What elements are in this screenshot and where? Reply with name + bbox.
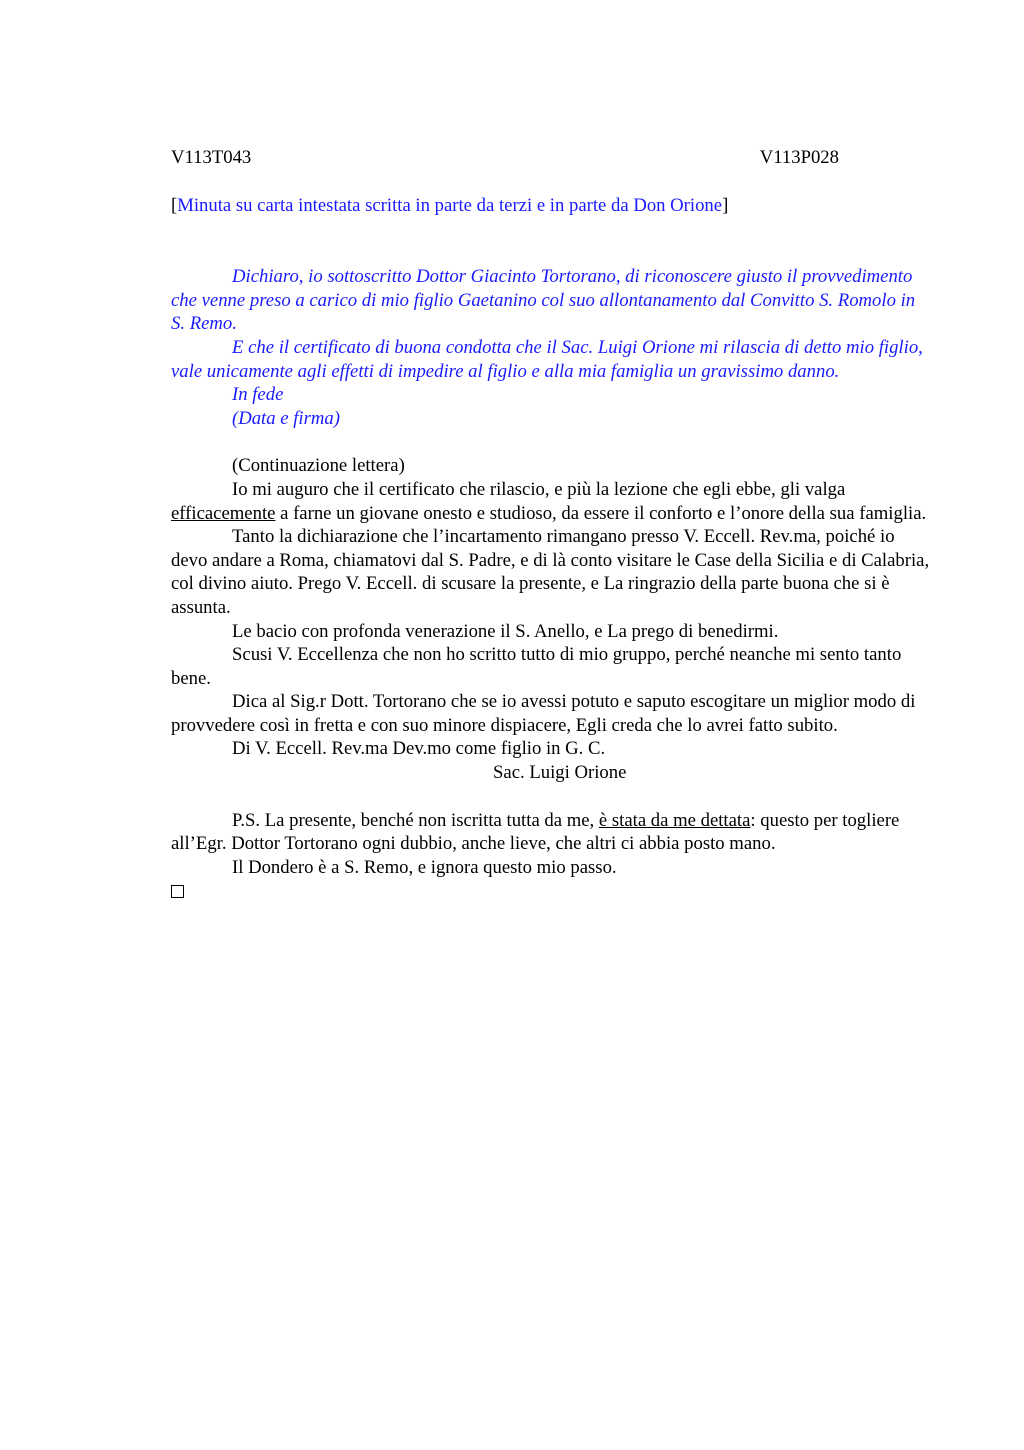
postscript-paragraph-2: Il Dondero è a S. Remo, e ignora questo mio passo. (232, 856, 617, 878)
note-text: Minuta su carta intestata scritta in parte da terzi e in parte da Don Orione (177, 194, 723, 216)
declaration (171, 265, 933, 430)
signature: Sac. Luigi Orione (493, 762, 627, 784)
letter-paragraph-2: Tanto la dichiarazione che l’incartamento rimangano presso V. Eccell. Rev.ma, poiché io devo andare a Roma, chiamatovi dal S. Padre, e di là conto visitare le Case della Sicilia e di Calabria, col divino aiuto. Prego V. Eccell. di scusare la presente, e La ringrazio della parte buona che si è assunta. (171, 526, 930, 618)
postscript-start: P.S. La presente, benché non iscritta tutta da me, (232, 809, 599, 831)
postscript-end: : questo per togliere all’Egr. Dottor Tortorano ogni dubbio, anche lieve, che altri ci abbia posto mano. (171, 809, 900, 855)
note-open-bracket: [ (171, 194, 178, 216)
letter-paragraph-3: Le bacio con profonda venerazione il S. Anello, e La prego di benedirmi. (232, 620, 779, 642)
letter (171, 454, 933, 784)
declaration-date-signature: (Data e firma) (232, 407, 340, 429)
postscript-paragraph-1 (171, 809, 933, 856)
letter-paragraph-1-end: a farne un giovane onesto e studioso, da essere il conforto e l’onore della sua famiglia. (275, 502, 927, 524)
underlined-phrase: è stata da me dettata (598, 809, 751, 831)
letter-closing: Di V. Eccell. Rev.ma Dev.mo come figlio in G. C. (232, 738, 606, 760)
letter-paragraph-1 (171, 478, 933, 525)
declaration-paragraph-1: Dichiaro, io sottoscritto Dottor Giacinto Tortorano, di riconoscere giusto il provvedimento che venne preso a carico di mio figlio Gaetanino col suo allontanamento dal Convitto S. Romolo in S. Remo. (171, 266, 916, 335)
end-marker-box-icon (171, 885, 184, 898)
letter-paragraph-5: Dica al Sig.r Dott. Tortorano che se io avessi potuto e saputo escogitare un miglior modo di provvedere così in fretta e con suo minore dispiacere, Egli creda che lo avrei fatto subito. (171, 691, 916, 736)
document-codes (171, 146, 839, 170)
right-code: V113P028 (759, 147, 839, 168)
declaration-in-fede: In fede (232, 384, 284, 406)
document-body (171, 146, 933, 905)
editorial-note (171, 194, 933, 218)
letter-paragraph-1-start: Io mi auguro che il certificato che rilascio, e più la lezione che egli ebbe, gli valga (232, 478, 846, 500)
declaration-paragraph-2: E che il certificato di buona condotta che il Sac. Luigi Orione mi rilascia di detto mio figlio, vale unicamente agli effetti di impedire al figlio e alla mia famiglia un gravissimo danno. (171, 336, 923, 382)
note-close-bracket: ] (722, 194, 729, 216)
letter-paragraph-4: Scusi V. Eccellenza che non ho scritto tutto di mio gruppo, perché neanche mi sento tanto bene. (171, 644, 902, 689)
underlined-word: efficacemente (171, 502, 276, 524)
left-code: V113T043 (171, 147, 252, 168)
continuation-heading: (Continuazione lettera) (232, 455, 405, 477)
postscript (171, 809, 933, 880)
